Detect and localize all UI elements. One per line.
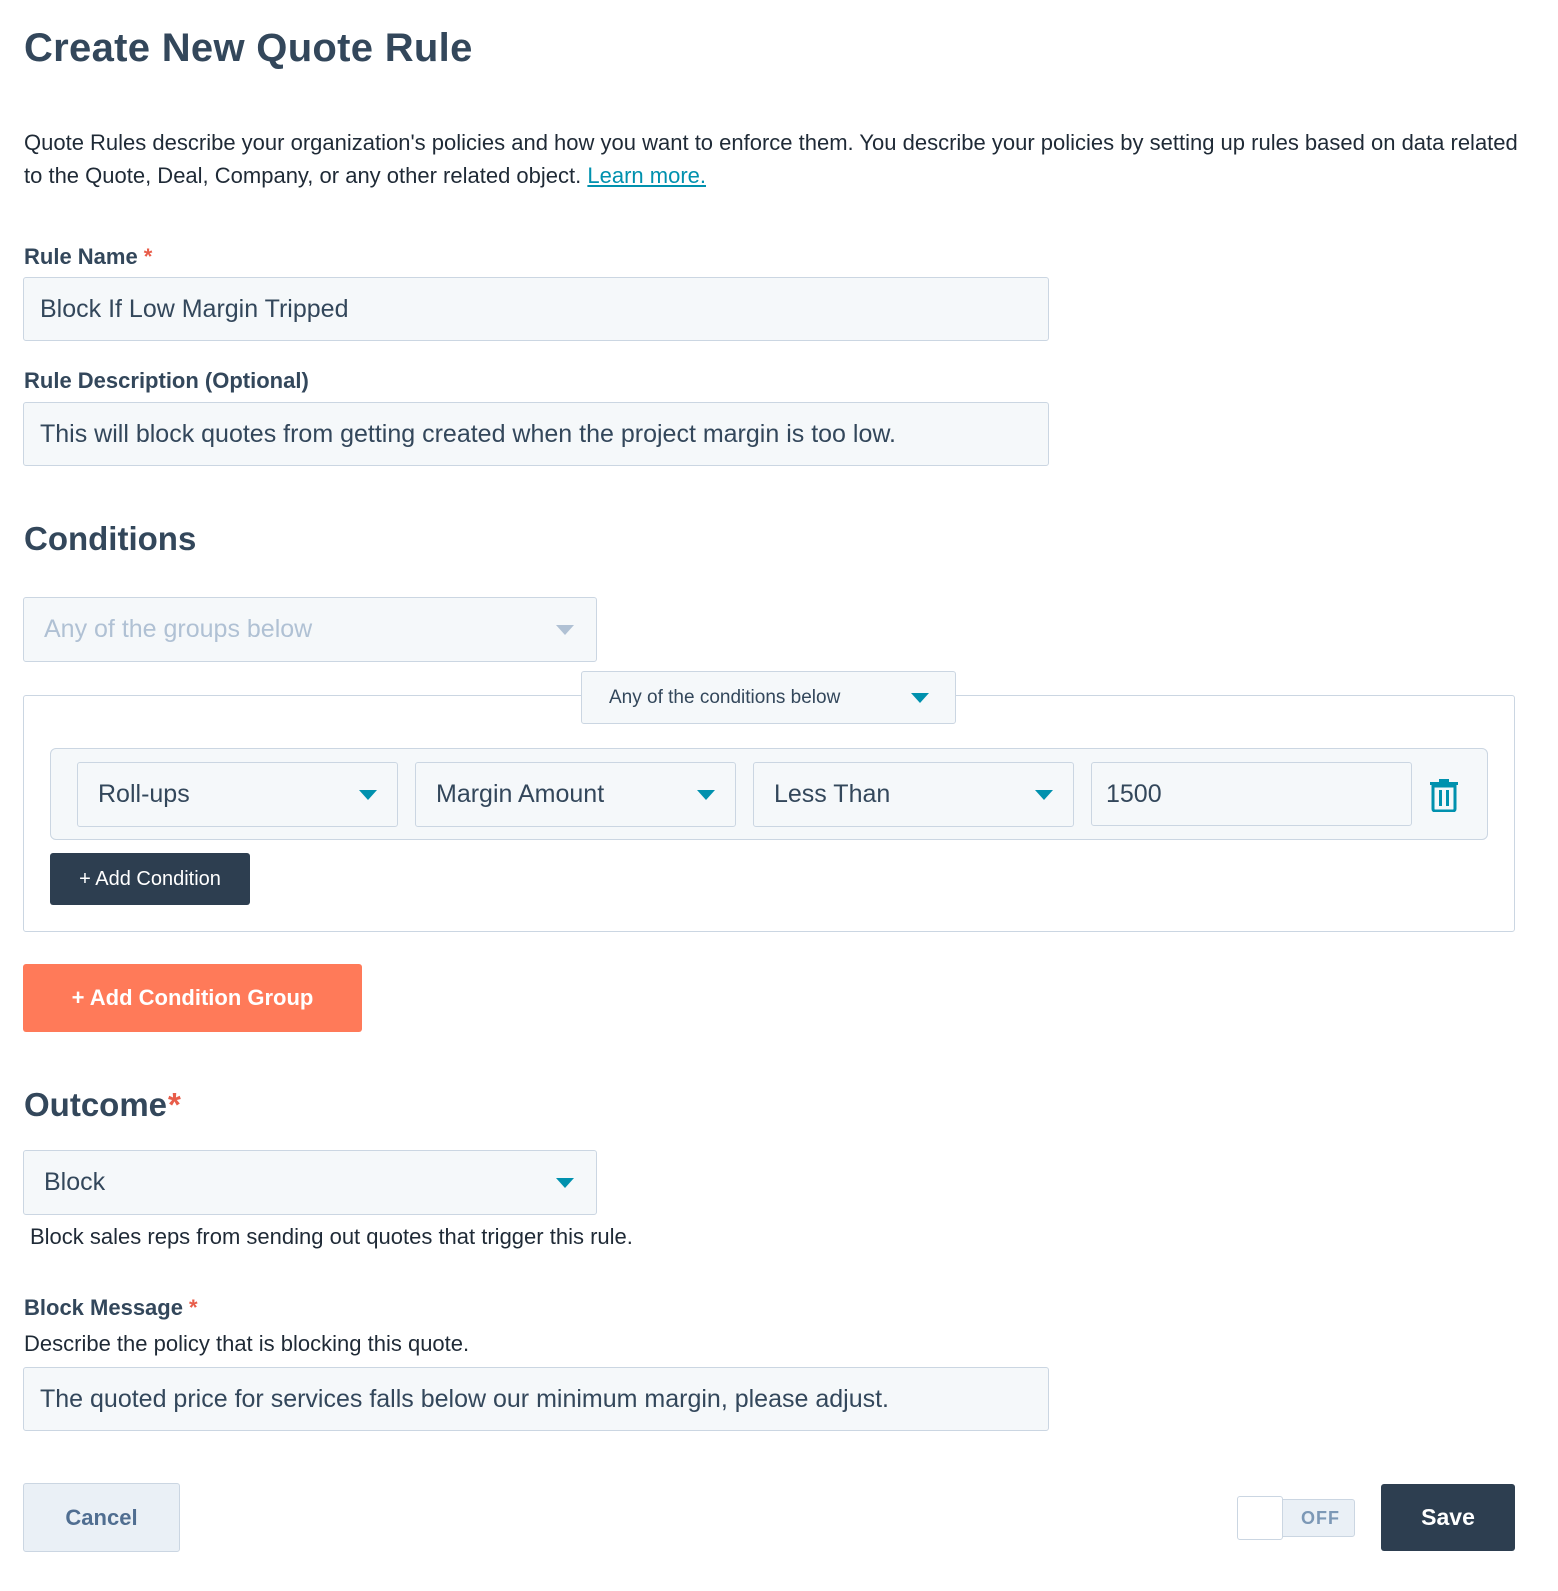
conditions-logic-value: Any of the conditions below	[609, 686, 841, 708]
block-message-label	[24, 1295, 198, 1321]
condition-property-select[interactable]	[415, 762, 736, 827]
learn-more-link[interactable]: Learn more.	[587, 163, 706, 188]
cancel-button[interactable]: Cancel	[23, 1483, 180, 1552]
rule-name-label-text: Rule Name	[24, 244, 138, 269]
caret-down-icon	[911, 693, 929, 703]
outcome-value: Block	[44, 1168, 106, 1196]
rule-active-toggle[interactable]	[1237, 1496, 1357, 1540]
rule-description-value: This will block quotes from getting created when the project margin is too low.	[40, 419, 896, 448]
caret-down-icon	[556, 625, 574, 635]
outcome-helper-text: Block sales reps from sending out quotes that trigger this rule.	[30, 1224, 633, 1249]
condition-operator-select[interactable]	[753, 762, 1074, 827]
page-title: Create New Quote Rule	[24, 26, 473, 70]
condition-value: 1500	[1106, 779, 1162, 808]
outcome-title-text: Outcome	[24, 1086, 168, 1123]
save-button[interactable]: Save	[1381, 1484, 1515, 1551]
rule-name-value: Block If Low Margin Tripped	[40, 294, 349, 323]
rule-name-input[interactable]	[23, 277, 1049, 341]
caret-down-icon	[359, 790, 377, 800]
outcome-select[interactable]	[23, 1150, 597, 1215]
conditions-logic-select[interactable]	[581, 671, 956, 724]
required-asterisk: *	[168, 1086, 181, 1123]
outcome-title	[24, 1086, 181, 1124]
rule-description-label: Rule Description (Optional)	[24, 368, 309, 393]
trash-icon[interactable]	[1428, 778, 1460, 812]
intro-description: Quote Rules describe your organization's policies and how you want to enforce them. You describe your policies by setting up rules based on data related to the Quote, Deal, Company, or any other related object.	[24, 130, 1518, 188]
required-asterisk: *	[143, 244, 153, 269]
block-message-helper-text: Describe the policy that is blocking this quote.	[24, 1331, 470, 1356]
rule-description-input[interactable]	[23, 402, 1049, 466]
toggle-track	[1277, 1499, 1355, 1537]
block-message-label-text: Block Message	[24, 1295, 183, 1320]
condition-source-value: Roll-ups	[98, 780, 190, 808]
block-message-value: The quoted price for services falls below our minimum margin, please adjust.	[40, 1384, 889, 1413]
groups-logic-value: Any of the groups below	[44, 615, 313, 643]
add-condition-button[interactable]: + Add Condition	[50, 853, 250, 905]
caret-down-icon	[1035, 790, 1053, 800]
conditions-title: Conditions	[24, 520, 197, 557]
condition-property-value: Margin Amount	[436, 780, 605, 808]
groups-logic-select[interactable]	[23, 597, 597, 662]
add-condition-group-button[interactable]: + Add Condition Group	[23, 964, 362, 1032]
rule-name-label	[24, 244, 152, 270]
toggle-state-label: OFF	[1301, 1507, 1340, 1528]
intro-text	[24, 126, 1524, 192]
condition-source-select[interactable]	[77, 762, 398, 827]
toggle-knob[interactable]	[1237, 1496, 1283, 1540]
caret-down-icon	[556, 1178, 574, 1188]
caret-down-icon	[697, 790, 715, 800]
condition-value-input[interactable]	[1091, 762, 1412, 826]
condition-operator-value: Less Than	[774, 780, 891, 808]
block-message-input[interactable]	[23, 1367, 1049, 1431]
required-asterisk: *	[188, 1295, 198, 1320]
